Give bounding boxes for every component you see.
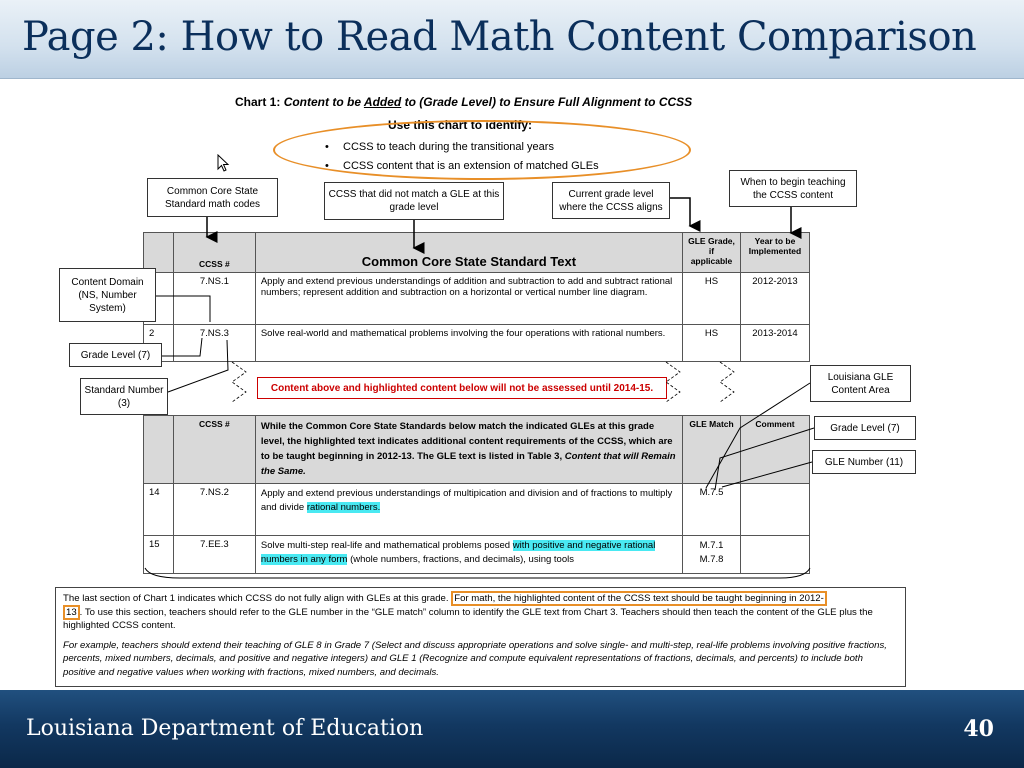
callout-current-grade: Current grade level where the CCSS aligns <box>552 182 670 219</box>
chart-title-prefix: Chart 1: <box>235 95 284 109</box>
row-text <box>255 484 682 536</box>
callout-ccss-codes: Common Core State Standard math codes <box>147 178 278 217</box>
chart-title-part1: Content to be <box>283 95 364 109</box>
orange-highlight-text: 13 <box>63 605 80 620</box>
header-gle-grade: GLE Grade, if applicable <box>683 233 741 273</box>
header-comment: Comment <box>741 416 810 484</box>
cursor-arrow-icon <box>217 154 231 174</box>
row-gle: M.7.5 <box>683 484 741 536</box>
row-comment <box>741 536 810 574</box>
callout-when-begin: When to begin teaching the CCSS content <box>729 170 857 207</box>
row-number: 14 <box>144 484 174 536</box>
chart-title-part2: to (Grade Level) to Ensure Full Alignment to CCSS <box>401 95 693 109</box>
example-paragraph: For example, teachers should extend their teaching of GLE 8 in Grade 7 (Select and discuss appropriate operations and solve single- and multi-step, real-life problems involving positive fractions, percents, mixed numbers, decimals, and positive and negative integers) and GLE 1 (Recognize and compute equivalent representations of fractions, decimals, and percents) to include both positive and negative values when working with fractions, mixed numbers, and decimals. <box>63 639 887 678</box>
table-row <box>144 536 810 574</box>
bullet-item: • CCSS to teach during the transitional years <box>325 138 599 157</box>
row-text-a: Apply and extend previous understandings of multipication and division and of fractions to multiply and divide <box>260 488 673 513</box>
explanation-text-b: . To use this section, teachers should refer to the GLE number in the “GLE match” column to identify the GLE text from Chart 3. Teachers should then teach the content of the GLE plus the highlighted CCSS content. <box>63 606 873 631</box>
row-text: Solve real-world and mathematical problems involving the four operations with rational numbers. <box>255 325 682 362</box>
row-code: 7.EE.3 <box>173 536 255 574</box>
row-text-b: (whole numbers, fractions, and decimals), using tools <box>347 554 574 565</box>
row-text-a: Solve multi-step real-life and mathematical problems posed <box>260 540 513 551</box>
row-code: 7.NS.3 <box>173 325 255 362</box>
row-gle <box>683 536 741 574</box>
row-gle-1: M.7.1 <box>699 540 724 551</box>
row-gle-2: M.7.8 <box>699 554 724 565</box>
row-code: 7.NS.2 <box>173 484 255 536</box>
header-match-text-a: While the Common Core State Standards below match the indicated GLEs at this grade level, the highlighted text indicates additional content requirements of the CCSS, which are to be taught beginning in 2012-13. The GLE text is listed in Table 3, <box>260 421 673 462</box>
ccss-table-top <box>143 232 810 362</box>
table-row <box>144 325 810 362</box>
header-ccss: CCSS # <box>173 233 255 273</box>
table-header-cell <box>144 233 174 273</box>
chart-title-added: Added <box>363 95 402 109</box>
orange-highlight-text: For math, the highlighted content of the CCSS text should be taught beginning in 2012- <box>451 591 827 606</box>
row-text <box>255 536 682 574</box>
footer-organization: Louisiana Department of Education <box>26 716 424 741</box>
header-ccss: CCSS # <box>173 416 255 484</box>
callout-gle-number: GLE Number (11) <box>812 450 916 474</box>
use-chart-title: Use this chart to identify: <box>388 118 533 132</box>
row-number: 2 <box>144 325 174 362</box>
callout-no-match: CCSS that did not match a GLE at this grade level <box>324 182 504 220</box>
explanation-paragraph <box>63 592 898 633</box>
chart-title <box>235 95 692 109</box>
assessment-note: Content above and highlighted content below will not be assessed until 2014-15. <box>257 377 667 399</box>
table-row <box>144 484 810 536</box>
header-year: Year to be Implemented <box>740 233 809 273</box>
row-year: 2013-2014 <box>740 325 809 362</box>
header-match-text-b: Content that will Remain the Same. <box>260 451 676 477</box>
row-text: Apply and extend previous understandings of addition and subtraction to add and subtract rational numbers; represent addition and subtraction on a horizontal or vertical number line diagram. <box>255 273 682 325</box>
highlighted-text: with positive and negative rational numbers in any form <box>260 540 656 565</box>
table-row <box>144 273 810 325</box>
row-year: 2012-2013 <box>740 273 809 325</box>
orange-ellipse-highlight <box>273 120 691 180</box>
callout-grade-level-left: Grade Level (7) <box>69 343 162 367</box>
ccss-table-bottom <box>143 415 810 574</box>
table-header-cell <box>144 416 174 484</box>
page-title: Page 2: How to Read Math Content Comparison <box>22 14 977 60</box>
callout-standard-number: Standard Number (3) <box>80 378 168 415</box>
row-number: 15 <box>144 536 174 574</box>
explanation-box <box>55 587 906 687</box>
row-code: 7.NS.1 <box>173 273 255 325</box>
callout-la-gle-area: Louisiana GLE Content Area <box>810 365 911 402</box>
row-grade: HS <box>683 273 741 325</box>
explanation-text-a: The last section of Chart 1 indicates which CCSS do not fully align with GLEs at this grade. <box>63 593 452 604</box>
highlighted-text: rational numbers. <box>306 502 381 513</box>
bullet-item: • CCSS content that is an extension of matched GLEs <box>325 157 599 176</box>
header-match-text <box>255 416 682 484</box>
row-grade: HS <box>683 325 741 362</box>
page-number: 40 <box>963 716 994 742</box>
header-gle-match: GLE Match <box>683 416 741 484</box>
header-standard-text: Common Core State Standard Text <box>255 233 682 273</box>
row-comment <box>741 484 810 536</box>
callout-grade-level-right: Grade Level (7) <box>814 416 916 440</box>
callout-content-domain: Content Domain (NS, Number System) <box>59 268 156 322</box>
